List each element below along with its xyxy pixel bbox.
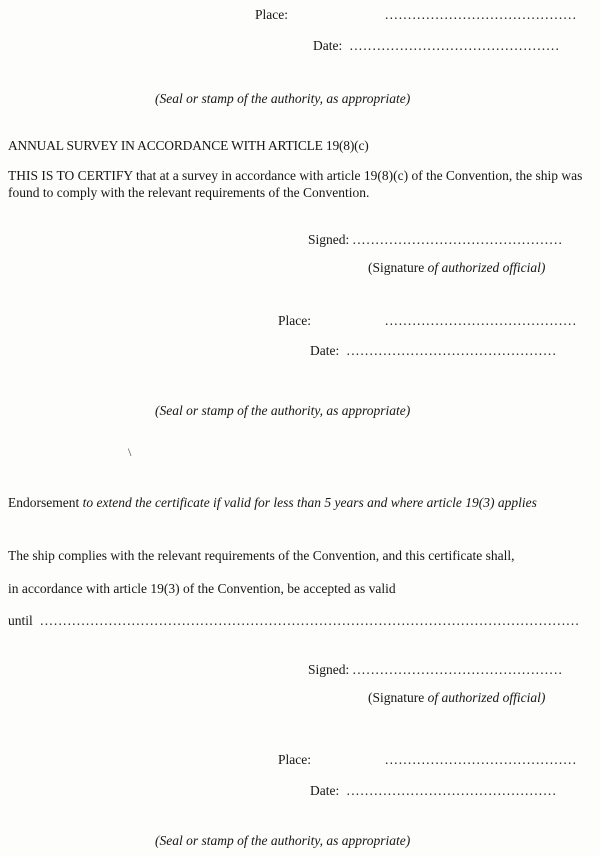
endorsement-signature-note-italic: of authorized official) bbox=[427, 690, 546, 705]
annual-signed-label: Signed: bbox=[308, 232, 350, 247]
endorsement-heading bbox=[8, 492, 597, 514]
endorsement-place-label: Place: bbox=[278, 752, 311, 767]
top-place-dotted-line: .......................................... bbox=[385, 7, 578, 22]
annual-signature-note-roman: (Signature bbox=[368, 260, 425, 275]
top-date-row bbox=[313, 37, 560, 54]
annual-date-label: Date: bbox=[310, 343, 340, 358]
endorsement-place-dotted-line: .......................................... bbox=[385, 752, 578, 767]
annual-seal-note: (Seal or stamp of the authority, as appropriate) bbox=[155, 403, 411, 418]
annual-signature-note-italic: of authorized official) bbox=[427, 260, 546, 275]
annual-signed-row bbox=[308, 231, 563, 248]
endorsement-signed-dotted-line: .............................................. bbox=[352, 662, 564, 677]
endorsement-body-line-1: The ship complies with the relevant requirements of the Convention, and this certificate shall, bbox=[8, 548, 515, 563]
endorsement-until-label: until bbox=[8, 613, 33, 628]
endorsement-signed-row bbox=[308, 661, 563, 678]
endorsement-until-row bbox=[8, 612, 580, 629]
annual-place-label: Place: bbox=[278, 313, 311, 328]
endorsement-signature-note-roman: (Signature bbox=[368, 690, 425, 705]
endorsement-until-dotted-line: ...................................................................................................................... bbox=[40, 613, 580, 628]
endorsement-date-row bbox=[310, 782, 557, 799]
endorsement-heading-roman: Endorsement bbox=[8, 495, 80, 510]
scan-artifact-mark: \ bbox=[128, 445, 132, 459]
annual-date-row bbox=[310, 342, 557, 359]
top-date-label: Date: bbox=[313, 38, 343, 53]
annual-place-dotted-line: .......................................... bbox=[385, 313, 578, 328]
top-seal-note: (Seal or stamp of the authority, as appropriate) bbox=[155, 91, 411, 106]
endorsement-heading-italic: to extend the certificate if valid for less than 5 years and where article 19(3) applies bbox=[82, 495, 537, 510]
annual-survey-heading: ANNUAL SURVEY IN ACCORDANCE WITH ARTICLE 19(8)(c) bbox=[8, 138, 369, 153]
annual-signed-dotted-line: .............................................. bbox=[352, 232, 564, 247]
annual-date-dotted-line: .............................................. bbox=[346, 343, 558, 358]
endorsement-date-dotted-line: .............................................. bbox=[346, 783, 558, 798]
endorsement-signature-note bbox=[368, 689, 545, 706]
endorsement-seal-note: (Seal or stamp of the authority, as appropriate) bbox=[155, 833, 411, 848]
top-place-label: Place: bbox=[255, 7, 288, 22]
annual-survey-certify-paragraph: THIS IS TO CERTIFY that at a survey in accordance with article 19(8)(c) of the Convention, the ship was found to comply with the relevant requirements of the Convention. bbox=[8, 168, 583, 200]
top-date-dotted-line: .............................................. bbox=[349, 38, 561, 53]
endorsement-signed-label: Signed: bbox=[308, 662, 350, 677]
endorsement-date-label: Date: bbox=[310, 783, 340, 798]
annual-signature-note bbox=[368, 259, 545, 276]
endorsement-body-line-2: in accordance with article 19(3) of the Convention, be accepted as valid bbox=[8, 581, 396, 596]
